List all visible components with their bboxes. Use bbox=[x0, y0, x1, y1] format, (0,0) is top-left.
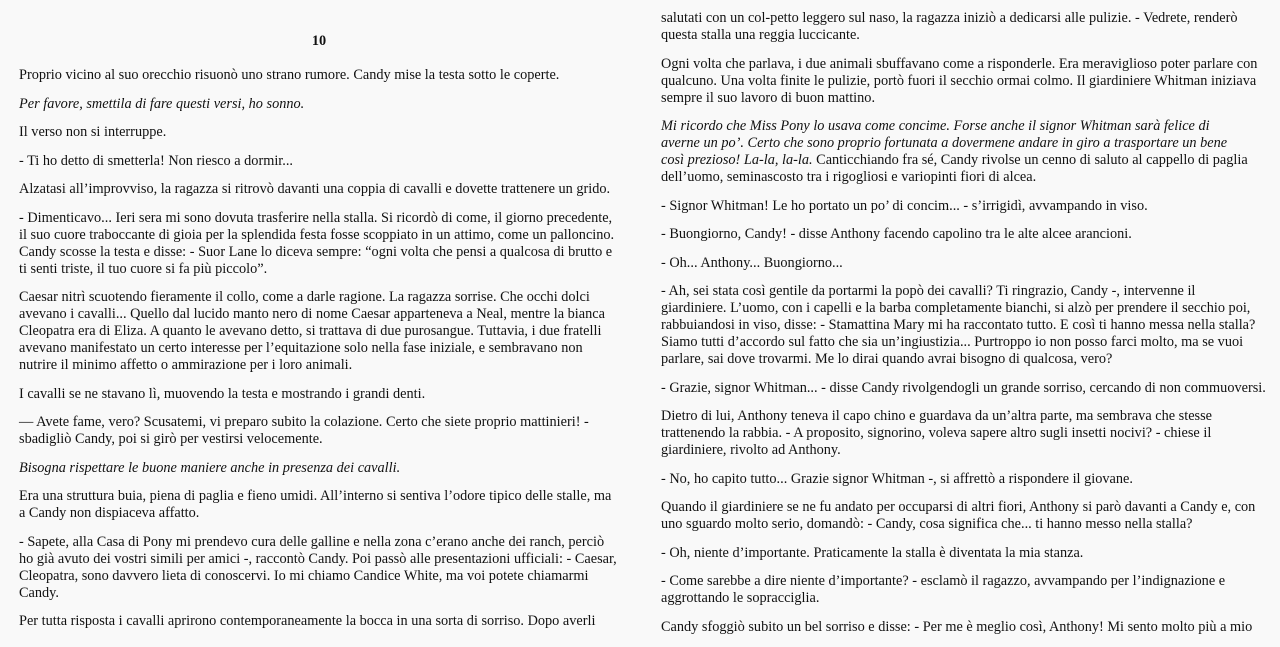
paragraph: Caesar nitrì scuotendo fieramente il collo, come a darle ragione. La ragazza sorrise. Che occhi dolci avevano i cavalli... Quello dal lucido manto nero di nome Caesar apparteneva a Neal, mentre la bianca Cleopatra era di Eliza. A quanto le avevano detto, si trattava di due purosangue. Tuttavia, i due fratelli avevano manifestato un certo interesse per l’equitazione solo nella fase iniziale, e sembravano non nutrire il minimo affetto o ammirazione per i loro animali. bbox=[19, 289, 605, 373]
paragraph-italic-thought: Per favore, smettila di fare questi versi, ho sonno. bbox=[19, 95, 305, 112]
paragraph: Era una struttura buia, piena di paglia e fieno umidi. All’interno si sentiva l’odore tipico delle stalle, ma a Candy non dispiaceva affatto. bbox=[19, 488, 612, 521]
paragraph: - Sapete, alla Casa di Pony mi prendevo cura delle galline e nella zona c’erano anche dei ranch, perciò ho già avuto dei vostri simili per amici -, raccontò Candy. Poi passò alle presentazioni ufficiali: - Caesar, Cleopatra, sono davvero lieta di conoscervi. Io mi chiamo Candice White, ma voi potete chiamarmi Candy. bbox=[19, 533, 617, 601]
paragraph: I cavalli se ne stavano lì, muovendo la testa e mostrando i grandi denti. bbox=[19, 385, 426, 402]
paragraph-mixed bbox=[661, 118, 1280, 186]
paragraph: - Buongiorno, Candy! - disse Anthony facendo capolino tra le alte alcee arancioni. bbox=[661, 226, 1132, 242]
paragraph: Ogni volta che parlava, i due animali sbuffavano come a risponderle. Era meraviglioso poter parlare con qualcuno. Una volta finite le pulizie, portò fuori il secchio ormai colmo. Il giardiniere Whitman iniziava sempre il suo lavoro di buon mattino. bbox=[661, 55, 1258, 106]
paragraph: Quando il giardiniere se ne fu andato per occuparsi di altri fiori, Anthony si parò davanti a Candy e, con uno sguardo molto serio, domandò: - Candy, cosa significa che... ti hanno messo nella stalla? bbox=[661, 499, 1256, 532]
chapter-number: 10 bbox=[311, 33, 327, 49]
right-page bbox=[661, 10, 1280, 647]
paragraph: - Ah, sei stata così gentile da portarmi la popò dei cavalli? Ti ringrazio, Candy -, intervenne il giardiniere. L’uomo, con i capelli e la barba completamente bianchi, si alzò per prendere il secchio poi, rabbuiandosi in viso, disse: - Stamattina Mary mi ha raccontato tutto. E così ti hanno messa nella stalla? Siamo tutti d’accordo sul fatto che sia un’ingiustizia... Purtroppo io non posso farci molto, ma se vuoi parlare, sai dove trovarmi. Me lo dirai quando avrai bisogno di qualcosa, vero? bbox=[661, 283, 1256, 367]
left-page bbox=[19, 33, 639, 642]
paragraph: - Signor Whitman! Le ho portato un po’ di concim... - s’irrigidì, avvampando in viso. bbox=[661, 197, 1148, 214]
paragraph: Proprio vicino al suo orecchio risuonò uno strano rumore. Candy mise la testa sotto le coperte. bbox=[19, 67, 560, 83]
paragraph: Il verso non si interruppe. bbox=[19, 124, 167, 140]
paragraph: Candy sfoggiò subito un bel sorriso e disse: - Per me è meglio così, Anthony! Mi sento molto più a mio bbox=[661, 618, 1253, 635]
paragraph: Per tutta risposta i cavalli aprirono contemporaneamente la bocca in una sorta di sorriso. Dopo averli bbox=[19, 613, 596, 629]
paragraph: — Avete fame, vero? Scusatemi, vi preparo subito la colazione. Certo che siete proprio mattinieri! - sbadigliò Candy, poi si girò per vestirsi velocemente. bbox=[19, 414, 589, 447]
paragraph: Dietro di lui, Anthony teneva il capo chino e guardava da un’altra parte, ma sembrava che stesse trattenendo la rabbia. - A proposito, signorino, voleva sapere altro sugli insetti nocivi? - chiese il giardiniere, rivolto ad Anthony. bbox=[661, 408, 1213, 458]
paragraph: - Oh... Anthony... Buongiorno... bbox=[661, 254, 843, 271]
italic-thought: Mi ricordo che Miss Pony lo usava come concime. Forse anche il signor Whitman sarà felice di averne un po’. Certo che sono proprio fortunata a dovermene andare in giro a trasportare un bene così prezioso! La-la, la-la. bbox=[661, 118, 1228, 168]
paragraph-italic-thought: Bisogna rispettare le buone maniere anche in presenza dei cavalli. bbox=[19, 459, 401, 476]
paragraph: - Dimenticavo... Ieri sera mi sono dovuta trasferire nella stalla. Si ricordò di come, il giorno precedente, il suo cuore traboccante di gioia per la splendida festa fosse scoppiato in un attimo, come un palloncino. Candy scosse la testa e disse: - Suor Lane lo diceva sempre: “ogni volta che pensi a qualcosa di brutto e ti senti triste, il tuo cuore si fa più piccolo”. bbox=[19, 209, 615, 277]
paragraph: - Ti ho detto di smetterla! Non riesco a dormir... bbox=[19, 152, 293, 169]
paragraph: - Grazie, signor Whitman... - disse Candy rivolgendogli un grande sorriso, cercando di non commuoversi. bbox=[661, 379, 1266, 396]
paragraph: Alzatasi all’improvviso, la ragazza si ritrovò davanti una coppia di cavalli e dovette trattenere un grido. bbox=[19, 181, 611, 197]
paragraph-text: Canticchiando fra sé, Candy rivolse un cenno di saluto al cappello di paglia dell’uomo, seminascosto tra i rigogliosi e variopinti fiori di alcea. bbox=[661, 152, 1248, 185]
paragraph: - Oh, niente d’importante. Praticamente la stalla è diventata la mia stanza. bbox=[661, 544, 1084, 561]
paragraph: - No, ho capito tutto... Grazie signor Whitman -, si affrettò a rispondere il giovane. bbox=[661, 470, 1133, 487]
paragraph: salutati con un col-petto leggero sul naso, la ragazza iniziò a dedicarsi alle pulizie. - Vedrete, renderò questa stalla una reggia luccicante. bbox=[661, 10, 1238, 43]
paragraph: - Come sarebbe a dire niente d’importante? - esclamò il ragazzo, avvampando per l’indignazione e aggrottando le sopracciglia. bbox=[661, 573, 1226, 606]
